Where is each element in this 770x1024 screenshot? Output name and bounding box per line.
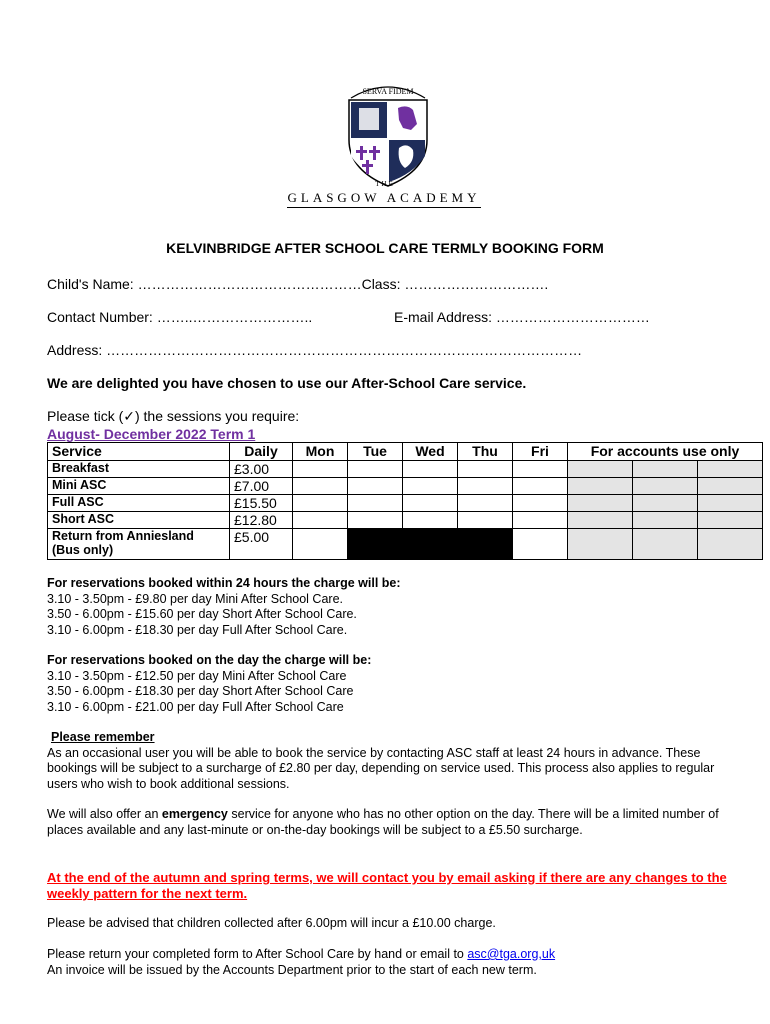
res24-heading: For reservations booked within 24 hours the charge will be: bbox=[47, 576, 401, 590]
resday-line: 3.50 - 6.00pm - £18.30 per day Short After School Care bbox=[47, 684, 354, 698]
tick-box-wed[interactable] bbox=[403, 495, 458, 512]
tick-box-tue[interactable] bbox=[348, 495, 403, 512]
table-row bbox=[48, 478, 763, 495]
email-link[interactable]: asc@tga.org,uk bbox=[467, 947, 556, 961]
accounts-cell bbox=[568, 461, 633, 478]
service-cell: Breakfast bbox=[48, 461, 230, 478]
service-label: Return from Anniesland bbox=[52, 529, 194, 543]
booking-table bbox=[47, 442, 763, 560]
tick-prompt: Please tick (✓) the sessions you require: bbox=[47, 408, 300, 424]
accounts-cell bbox=[698, 495, 763, 512]
res24-line: 3.10 - 3.50pm - £9.80 per day Mini After School Care. bbox=[47, 591, 343, 606]
return-instructions bbox=[47, 947, 737, 978]
accounts-cell bbox=[633, 478, 698, 495]
resday-line: 3.10 - 3.50pm - £12.50 per day Mini After School Care bbox=[47, 668, 347, 683]
header-thu: Thu bbox=[458, 443, 513, 461]
return-text: Please return your completed form to After School Care by hand or email to bbox=[47, 947, 468, 961]
accounts-cell bbox=[633, 495, 698, 512]
resday-section bbox=[47, 653, 737, 715]
blocked-cell bbox=[348, 529, 403, 560]
resday-line: 3.10 - 6.00pm - £21.00 per day Full After School Care bbox=[47, 699, 344, 714]
tick-box-tue[interactable] bbox=[348, 461, 403, 478]
late-collection-notice: Please be advised that children collected after 6.00pm will incur a £10.00 charge. bbox=[47, 916, 496, 930]
accounts-cell bbox=[568, 529, 633, 560]
daily-price: £12.80 bbox=[230, 512, 293, 529]
address-field[interactable]: Address: ………………………………………………………………………………………… bbox=[47, 342, 583, 358]
res24-line: 3.50 - 6.00pm - £15.60 per day Short After School Care. bbox=[47, 607, 357, 621]
accounts-cell bbox=[633, 529, 698, 560]
tick-box-mon[interactable] bbox=[293, 512, 348, 529]
tick-box-thu[interactable] bbox=[458, 478, 513, 495]
tick-box-wed[interactable] bbox=[403, 478, 458, 495]
tick-box-mon[interactable] bbox=[293, 529, 348, 560]
p2-text: We will also offer an bbox=[47, 807, 162, 821]
accounts-cell bbox=[568, 495, 633, 512]
daily-price: £15.50 bbox=[230, 495, 293, 512]
p2-text-end: service for anyone who has no other option on the day. There will be a limited number of places available and any last-minute or on-the-day bookings will be subject to a £5.50 surcharge. bbox=[47, 807, 719, 837]
service-cell: Short ASC bbox=[48, 512, 230, 529]
accounts-cell bbox=[633, 512, 698, 529]
resday-heading: For reservations booked on the day the charge will be: bbox=[47, 653, 372, 667]
table-row bbox=[48, 461, 763, 478]
tick-box-fri[interactable] bbox=[513, 478, 568, 495]
remember-heading: Please remember bbox=[51, 730, 155, 744]
brand-name: GLASGOW ACADEMY bbox=[287, 190, 481, 208]
intro-text: We are delighted you have chosen to use our After-School Care service. bbox=[47, 375, 527, 391]
header-daily: Daily bbox=[230, 443, 293, 461]
brand-prefix: THE bbox=[375, 180, 395, 188]
contact-number-field[interactable]: Contact Number: ……..…………………….. bbox=[47, 309, 313, 325]
accounts-cell bbox=[568, 512, 633, 529]
accounts-cell bbox=[698, 512, 763, 529]
tick-box-wed[interactable] bbox=[403, 512, 458, 529]
accounts-cell bbox=[698, 461, 763, 478]
header-wed: Wed bbox=[403, 443, 458, 461]
return-line bbox=[47, 947, 737, 963]
service-note: (Bus only) bbox=[52, 543, 114, 557]
accounts-cell bbox=[698, 529, 763, 560]
remember-paragraph-1: As an occasional user you will be able to book the service by contacting ASC staff at least 24 hours in advance. These bookings will be subject to a surcharge of £2.80 per day, depending on service used. This process also applies to regular users who wish to book additional sessions. bbox=[47, 745, 715, 791]
header-mon: Mon bbox=[293, 443, 348, 461]
tick-box-fri[interactable] bbox=[513, 495, 568, 512]
tick-box-fri[interactable] bbox=[513, 512, 568, 529]
form-title: KELVINBRIDGE AFTER SCHOOL CARE TERMLY BOOKING FORM bbox=[166, 240, 604, 256]
tick-box-fri[interactable] bbox=[513, 461, 568, 478]
tick-box-mon[interactable] bbox=[293, 495, 348, 512]
header-accounts: For accounts use only bbox=[568, 443, 763, 461]
table-row bbox=[48, 512, 763, 529]
header-service: Service bbox=[48, 443, 230, 461]
accounts-cell bbox=[633, 461, 698, 478]
crest-motto: SERVA FIDEM bbox=[362, 87, 414, 96]
tick-box-mon[interactable] bbox=[293, 478, 348, 495]
accounts-cell bbox=[568, 478, 633, 495]
remember-paragraph-2 bbox=[47, 807, 737, 838]
header-tue: Tue bbox=[348, 443, 403, 461]
header-fri: Fri bbox=[513, 443, 568, 461]
accounts-cell bbox=[698, 478, 763, 495]
service-cell: Mini ASC bbox=[48, 478, 230, 495]
tick-box-wed[interactable] bbox=[403, 461, 458, 478]
tick-box-tue[interactable] bbox=[348, 512, 403, 529]
email-address-field[interactable]: E-mail Address: …………………………… bbox=[394, 309, 650, 325]
table-header-row bbox=[48, 443, 763, 461]
service-cell bbox=[48, 529, 230, 560]
school-crest-logo bbox=[343, 78, 433, 193]
autumn-spring-notice: At the end of the autumn and spring terms, we will contact you by email asking if there are any changes to the weekly pattern for the next term. bbox=[47, 870, 727, 901]
child-name-field[interactable]: Child's Name: …………………………………………Class: …………………………. bbox=[47, 276, 549, 292]
emergency-word: emergency bbox=[161, 807, 228, 821]
tick-box-thu[interactable] bbox=[458, 495, 513, 512]
term-heading: August- December 2022 Term 1 bbox=[47, 426, 256, 442]
tick-box-tue[interactable] bbox=[348, 478, 403, 495]
tick-box-fri[interactable] bbox=[513, 529, 568, 560]
table-row bbox=[48, 495, 763, 512]
blocked-cell bbox=[458, 529, 513, 560]
tick-box-thu[interactable] bbox=[458, 461, 513, 478]
daily-price: £7.00 bbox=[230, 478, 293, 495]
invoice-line: An invoice will be issued by the Accounts Department prior to the start of each new term. bbox=[47, 962, 537, 977]
tick-box-thu[interactable] bbox=[458, 512, 513, 529]
res24-section bbox=[47, 576, 737, 638]
table-row bbox=[48, 529, 763, 560]
daily-price: £3.00 bbox=[230, 461, 293, 478]
service-cell: Full ASC bbox=[48, 495, 230, 512]
blocked-cell bbox=[403, 529, 458, 560]
daily-price: £5.00 bbox=[230, 529, 293, 560]
tick-box-mon[interactable] bbox=[293, 461, 348, 478]
res24-line: 3.10 - 6.00pm - £18.30 per day Full After School Care. bbox=[47, 622, 348, 637]
remember-section bbox=[47, 730, 737, 838]
